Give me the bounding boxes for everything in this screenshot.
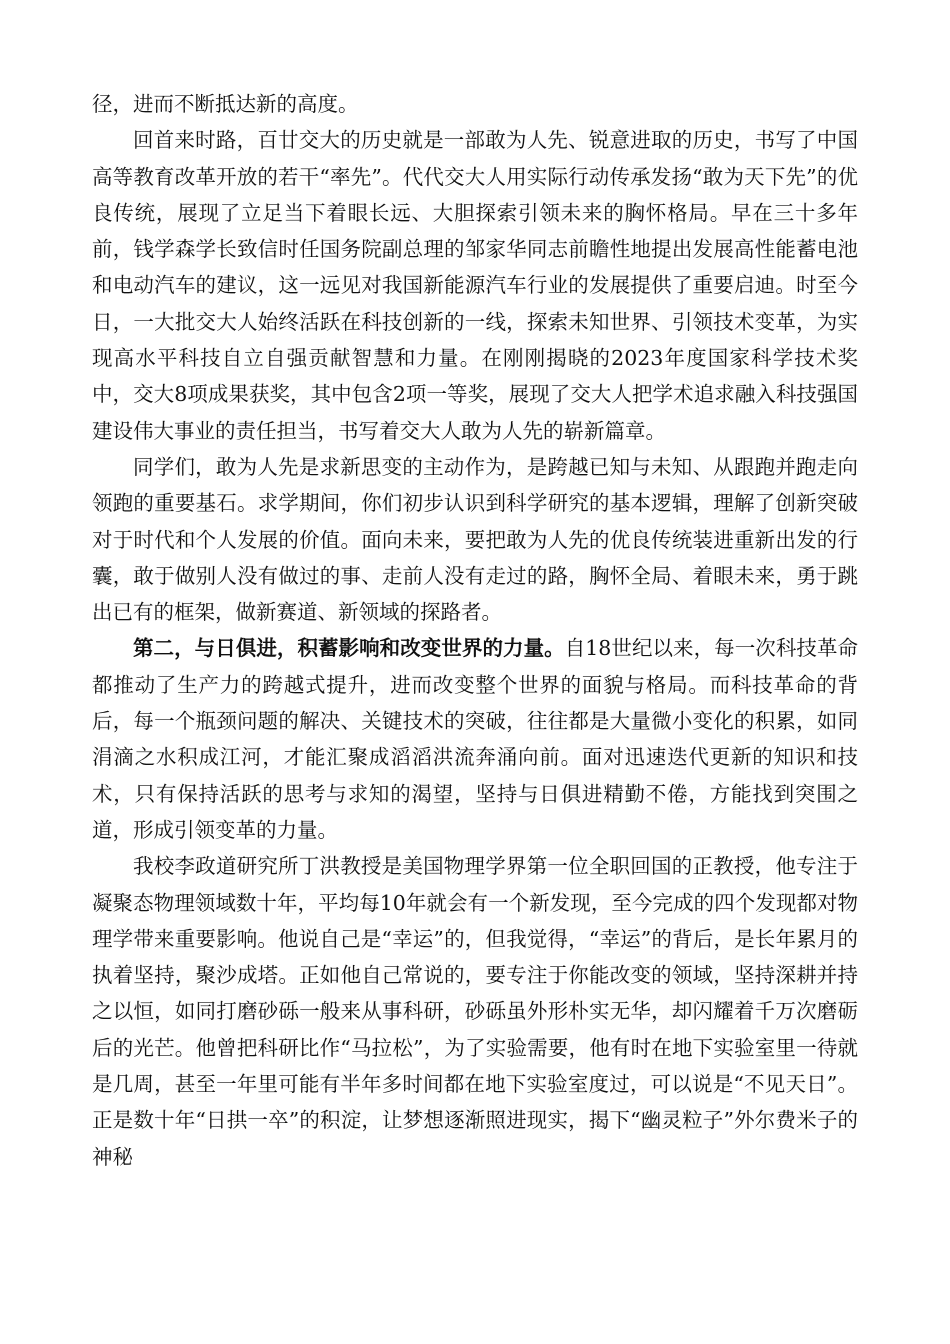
paragraph-professor-story (92, 848, 858, 1175)
paragraph-text: 我校李政道研究所丁洪教授是美国物理学界第一位全职回国的正教授，他专注于凝聚态物理领域数十年，平均每10年就会有一个新发现，至今完成的四个发现都对物理学带来重要影响。他说自己是“幸运”的，但我觉得，“幸运”的背后，是长年累月的执着坚持，聚沙成塔。正如他自己常说的，要专注于你能改变的领域，坚持深耕并持之以恒，如同打磨砂砾一般来从事科研，砂砾虽外形朴实无华，却闪耀着千万次磨砺后的光芒。他曾把科研比作“马拉松”，为了实验需要，他有时在地下实验室里一待就是几周，甚至一年里可能有半年多时间都在地下实验室度过，可以说是“不见天日”。正是数十年“日拱一卒”的积淀，让梦想逐渐照进现实，揭下“幽灵粒子”外尔费米子的神秘 (92, 854, 858, 1169)
paragraph-second-point (92, 630, 858, 848)
paragraph-pioneering (92, 449, 858, 630)
document-body (92, 86, 858, 1175)
paragraph-history (92, 122, 858, 449)
paragraph-continuation (92, 86, 858, 122)
paragraph-text: 同学们，敢为人先是求新思变的主动作为，是跨越已知与未知、从跟跑并跑走向领跑的重要基石。求学期间，你们初步认识到科学研究的基本逻辑，理解了创新突破对于时代和个人发展的价值。面向未来，要把敢为人先的优良传统装进重新出发的行囊，敢于做别人没有做过的事、走前人没有走过的路，胸怀全局、着眼未来，勇于跳出已有的框架，做新赛道、新领域的探路者。 (92, 454, 858, 625)
paragraph-text: 径，进而不断抵达新的高度。 (92, 92, 359, 116)
paragraph-bold-lead: 第二，与日俱进，积蓄影响和改变世界的力量。 (133, 636, 565, 661)
paragraph-text: 自18世纪以来，每一次科技革命都推动了生产力的跨越式提升，进而改变整个世界的面貌与格局。而科技革命的背后，每一个瓶颈问题的解决、关键技术的突破，往往都是大量微小变化的积累，如同涓滴之水积成江河，才能汇聚成滔滔洪流奔涌向前。面对迅速迭代更新的知识和技术，只有保持活跃的思考与求知的渴望，坚持与日俱进精勤不倦，方能找到突围之道，形成引领变革的力量。 (92, 636, 859, 842)
paragraph-text: 回首来时路，百廿交大的历史就是一部敢为人先、锐意进取的历史，书写了中国高等教育改革开放的若干“率先”。代代交大人用实际行动传承发扬“敢为天下先”的优良传统，展现了立足当下着眼长远、大胆探索引领未来的胸怀格局。早在三十多年前，钱学森学长致信时任国务院副总理的邹家华同志前瞻性地提出发展高性能蓄电池和电动汽车的建议，这一远见对我国新能源汽车行业的发展提供了重要启迪。时至今日，一大批交大人始终活跃在科技创新的一线，探索未知世界、引领技术变革，为实现高水平科技自立自强贡献智慧和力量。在刚刚揭晓的2023年度国家科学技术奖中，交大8项成果获奖，其中包含2项一等奖，展现了交大人把学术追求融入科技强国建设伟大事业的责任担当，书写着交大人敢为人先的崭新篇章。 (92, 128, 858, 443)
